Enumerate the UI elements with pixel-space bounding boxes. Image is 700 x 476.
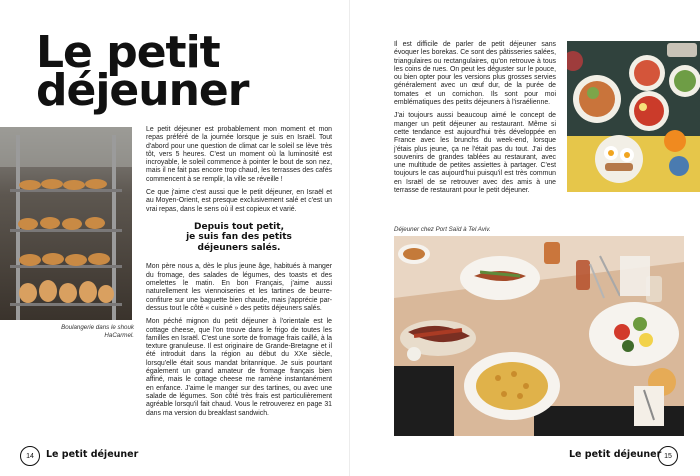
- paragraph: Le petit déjeuner est probablement mon moment et mon repas préféré de la journée lorsque je suis en Israël. Tout d'abord pour une question de climat car le soleil se lève très tôt, vers 5 heures. C'est un moment où la luminosité est incroyable, le soleil commence à pointer le bout de son nez, mais il ne fait pas encore trop chaud, les terrasses des cafés commencent à se remplir, la ville se réveille !: [146, 126, 332, 183]
- bakery-photo-caption: Boulangerie dans le shouk HaCarmel.: [61, 324, 134, 339]
- page-number: 15: [658, 446, 678, 466]
- running-footer-title: Le petit déjeuner: [569, 449, 662, 460]
- title-line-1: Le petit: [36, 27, 220, 78]
- restaurant-table-photo: [394, 236, 684, 436]
- paragraph: J'ai toujours aussi beaucoup aimé le concept de manger un petit déjeuner au restaurant. Même si cette tendance est aujourd'hui très développée en France avec les brunchs du week-end, lorsque j'étais plus jeune, ça ne l'était pas du tout. J'ai des souvenirs de grandes tablées au restaurant, avec une multitude de petites assiettes à partager. C'est toujours le cas aujourd'hui puisqu'il est très commun en Israël de se retrouver avec des amis à une terrasse de restaurant pour le petit déjeuner.: [394, 112, 556, 195]
- right-page: [350, 0, 700, 476]
- paragraph: Il est difficile de parler de petit déjeuner sans évoquer les borekas. Ce sont des pâtisseries salées, triangulaires ou rectangulaires, qu'on retrouve à tous les coins de rues. On peut les déguster sur le pouce, ou bien opter pour les versions plus grosses servies généralement avec un œuf dur, de la purée de tomates et un cornichon. Ils sont pour moi emblématiques des petits déjeuners à l'israélienne.: [394, 41, 556, 107]
- page-number: 14: [20, 446, 40, 466]
- right-body-column: [394, 41, 556, 200]
- paragraph: Mon père nous a, dès le plus jeune âge, habitués à manger du fromage, des salades de légumes, des toasts et des omelettes le matin. En bon Français, j'aime aussi naturellement les viennoiseries et les tartines de beurre-confiture sur une baguette bien chaude, mais j'apprécie par-dessus tout le côté « cuisiné » des petits déjeuners salés.: [146, 263, 332, 312]
- running-footer-title: Le petit déjeuner: [46, 449, 139, 460]
- bakery-photo: [0, 127, 132, 320]
- page-title: [36, 27, 249, 116]
- left-body-column: [146, 126, 332, 423]
- breakfast-photo: [567, 41, 700, 192]
- paragraph: Ce que j'aime c'est aussi que le petit déjeuner, en Israël et au Moyen-Orient, est presque exclusivement salé et c'est un vrai repas, dans le sens où il est copieux et varié.: [146, 189, 332, 213]
- paragraph: Mon péché mignon du petit déjeuner à l'orientale est le cottage cheese, que l'on trouve dans le frigo de toutes les familles en Israël. C'est une sorte de fromage frais caillé, à la texture granuleuse. Il est originaire de Grande-Bretagne et il été introduit dans la région au début du XXe siècle, lorsqu'elle était sous mandat britannique. Je suis pourtant également un grand amateur de fromage français bien affiné, mais le cottage cheese me ramène instantanément en enfance. J'aime le manger sur des tartines, ou avec une salade de légumes. Son côté très frais est particulièrement agréable lorsqu'il fait chaud. Vous le retrouverez en page 31 dans ma version du breakfast sandwich.: [146, 318, 332, 417]
- title-line-2: déjeuner: [36, 65, 249, 116]
- pull-quote: Depuis tout petit, je suis fan des petits déjeuners salés.: [186, 221, 292, 253]
- restaurant-photo-caption: Déjeuner chez Port Saïd à Tel Aviv.: [394, 226, 491, 233]
